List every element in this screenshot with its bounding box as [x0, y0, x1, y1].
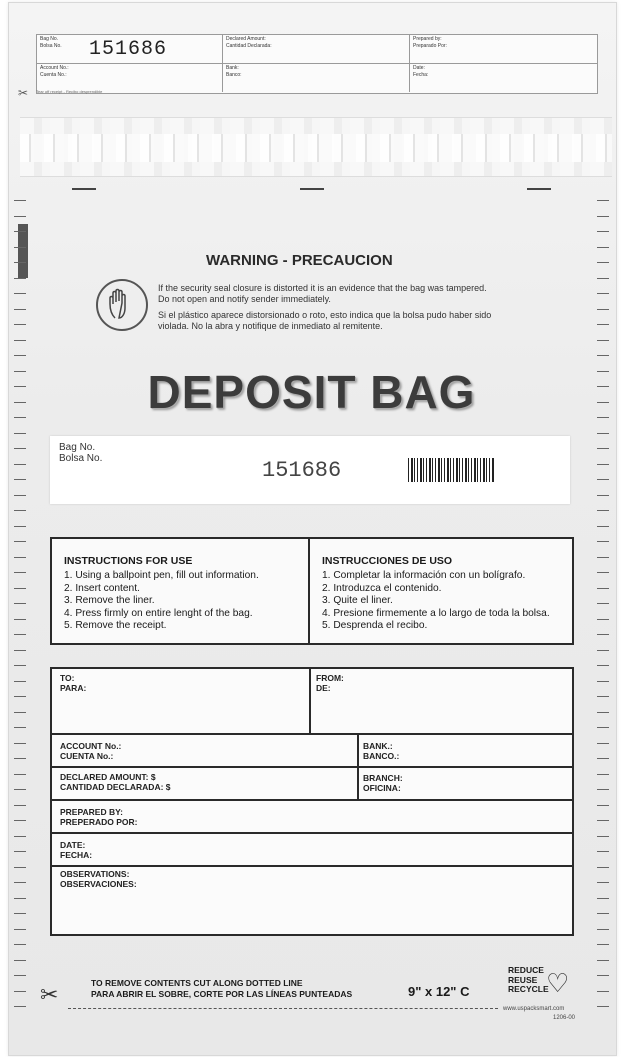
tear-off-receipt: [36, 34, 598, 94]
observaciones-label: OBSERVACIONES:: [60, 879, 137, 889]
perforation-tick: [14, 820, 26, 821]
perforation-tick: [14, 293, 26, 294]
perforation-tick: [597, 510, 609, 511]
perforation-tick: [597, 634, 609, 635]
perforation-tick: [14, 557, 26, 558]
perforation-tick: [14, 665, 26, 666]
perforation-tick: [597, 665, 609, 666]
warning-line-4: violada. No la abra y notifique de inmediato al remitente.: [158, 321, 383, 331]
cut-mark: [72, 188, 96, 190]
perforation-tick: [597, 309, 609, 310]
perforation-tick: [597, 774, 609, 775]
bag-number-label: [50, 436, 570, 504]
perforation-tick: [597, 898, 609, 899]
instruction-en-step: 3. Remove the liner.: [64, 595, 155, 606]
from-label: FROM:: [316, 673, 344, 683]
perforation-tick: [14, 619, 26, 620]
perforation-tick: [597, 448, 609, 449]
instructions-spanish: [310, 539, 572, 643]
instruction-es-step: 1. Completar la información con un bolígrafo.: [322, 570, 526, 581]
perforation-tick: [597, 200, 609, 201]
receipt-prepared-label: Prepared by:: [413, 36, 442, 42]
perforation-tick: [597, 557, 609, 558]
perforation-tick: [14, 898, 26, 899]
perforation-tick: [14, 355, 26, 356]
perforation-tick: [597, 619, 609, 620]
cut-instruction-es: PARA ABRIR EL SOBRE, CORTE POR LAS LÍNEAS PUNTEADAS: [91, 989, 353, 999]
perforation-tick: [597, 1006, 609, 1007]
website: www.uspacksmart.com: [503, 1006, 565, 1012]
perforation-tick: [14, 340, 26, 341]
perforation-tick: [597, 805, 609, 806]
recycle-word: RECYCLE: [508, 984, 549, 994]
instruction-en-step: 5. Remove the receipt.: [64, 620, 167, 631]
right-perforation-ticks: [597, 200, 613, 1030]
warning-line-2: Do not open and notify sender immediately.: [158, 294, 331, 304]
perforation-tick: [14, 975, 26, 976]
perforation-tick: [14, 991, 26, 992]
cantidad-declarada-label: CANTIDAD DECLARADA: $: [60, 782, 171, 792]
perforation-tick: [14, 789, 26, 790]
warning-line-3: Si el plástico aparece distorsionado o roto, esto indica que la bolsa pudo haber sido: [158, 310, 492, 320]
instruction-es-step: 4. Presione firmemente a lo largo de toda la bolsa.: [322, 607, 550, 619]
perforation-tick: [597, 262, 609, 263]
perforation-tick: [14, 262, 26, 263]
receipt-cantidad-label: Cantidad Declarada:: [226, 43, 272, 49]
perforation-tick: [14, 712, 26, 713]
perforation-tick: [14, 882, 26, 883]
para-label: PARA:: [60, 683, 87, 693]
heart-recycle-icon: ♡: [546, 968, 570, 998]
de-label: DE:: [316, 683, 331, 693]
perforation-tick: [14, 1006, 26, 1007]
perforation-tick: [14, 944, 26, 945]
perforation-tick: [597, 231, 609, 232]
receipt-date-label: Date:: [413, 65, 425, 71]
barcode: [408, 458, 494, 482]
receipt-bolsa-no-label: Bolsa No.: [40, 43, 62, 49]
perforation-tick: [597, 882, 609, 883]
perforation-tick: [14, 324, 26, 325]
perforation-tick: [597, 541, 609, 542]
form-divider: [357, 733, 359, 799]
perforation-tick: [14, 526, 26, 527]
perforation-tick: [14, 510, 26, 511]
label-bolsa-no: Bolsa No.: [59, 453, 103, 464]
perforation-tick: [597, 603, 609, 604]
perforation-tick: [14, 216, 26, 217]
perforation-tick: [597, 324, 609, 325]
perforation-tick: [597, 975, 609, 976]
receipt-banco-label: Banco:: [226, 72, 242, 78]
perforation-tick: [14, 913, 26, 914]
form-divider: [52, 832, 572, 834]
receipt-bag-number: 151686: [89, 38, 168, 61]
account-label: ACCOUNT No.:: [60, 741, 122, 751]
dotted-cut-line: [68, 1008, 498, 1009]
date-label: DATE:: [60, 840, 86, 850]
perforation-tick: [597, 743, 609, 744]
warning-title: WARNING - PRECAUCION: [206, 252, 393, 269]
perforation-tick: [597, 278, 609, 279]
cut-mark: [300, 188, 324, 190]
receipt-fecha-label: Fecha:: [413, 72, 429, 78]
instructions-box: [50, 537, 574, 645]
oficina-label: OFICINA:: [363, 783, 401, 793]
perforation-tick: [597, 727, 609, 728]
perforation-tick: [597, 929, 609, 930]
perforation-tick: [14, 541, 26, 542]
perforation-tick: [14, 696, 26, 697]
form-divider: [52, 865, 572, 867]
perforation-tick: [14, 758, 26, 759]
instruction-en-step: 1. Using a ballpoint pen, fill out information.: [64, 570, 259, 581]
perforation-tick: [597, 495, 609, 496]
perforation-tick: [597, 247, 609, 248]
perforation-tick: [597, 293, 609, 294]
perforation-tick: [14, 433, 26, 434]
instruction-en-step: 2. Insert content.: [64, 582, 140, 594]
perforation-tick: [597, 433, 609, 434]
observations-label: OBSERVATIONS:: [60, 869, 130, 879]
perforation-tick: [597, 572, 609, 573]
perforation-tick: [597, 526, 609, 527]
perforation-tick: [14, 479, 26, 480]
form-divider: [52, 766, 572, 768]
perforation-tick: [14, 278, 26, 279]
receipt-bank-label: Bank:: [226, 65, 239, 71]
banco-label: BANCO.:: [363, 751, 400, 761]
perforation-tick: [14, 588, 26, 589]
receipt-bag-no-label: Bag No.: [40, 36, 59, 42]
receipt-preparado-label: Preparado Por:: [413, 43, 447, 49]
receipt-cuenta-label: Cuenta No.:: [40, 72, 67, 78]
perforation-tick: [14, 464, 26, 465]
cut-instruction-en: TO REMOVE CONTENTS CUT ALONG DOTTED LINE: [91, 978, 303, 988]
warning-line-1: If the security seal closure is distorted it is an evidence that the bag was tampered.: [158, 283, 487, 293]
fecha-label: FECHA:: [60, 850, 93, 860]
form-divider: [309, 669, 311, 733]
label-bag-no: Bag No.: [59, 442, 96, 453]
declared-amount-label: DECLARED AMOUNT: $: [60, 772, 156, 782]
perforation-tick: [597, 851, 609, 852]
reuse-text: REUSE: [508, 974, 538, 985]
perforation-tick: [14, 836, 26, 837]
perforation-tick: [597, 913, 609, 914]
perforation-tick: [597, 355, 609, 356]
perforation-tick: [597, 681, 609, 682]
receipt-disposable-note: Tear off receipt - Recibo desprendible: [36, 89, 103, 94]
perforation-tick: [597, 991, 609, 992]
receipt-account-label: Account No.:: [40, 65, 69, 71]
perforation-tick: [597, 340, 609, 341]
perforation-tick: [14, 727, 26, 728]
receipt-declared-label: Declared Amount:: [226, 36, 266, 42]
adhesive-strip: [20, 134, 612, 162]
perforation-tick: [597, 588, 609, 589]
perforation-tick: [14, 851, 26, 852]
perforation-tick: [14, 805, 26, 806]
instruction-es-step: 2. Introduzca el contenido.: [322, 582, 442, 594]
instructions-en-title: INSTRUCTIONS FOR USE: [64, 555, 193, 567]
reduce-text: REDUCE: [508, 965, 544, 975]
bank-label: BANK.:: [363, 741, 393, 751]
cuenta-label: CUENTA No.:: [60, 751, 114, 761]
perforation-tick: [14, 309, 26, 310]
perforation-tick: [597, 696, 609, 697]
instruction-es-step: 3. Quite el liner.: [322, 595, 393, 606]
bag-size: 9" x 12" C: [408, 984, 470, 999]
instructions-es-title: INSTRUCCIONES DE USO: [322, 555, 453, 567]
hand-stop-icon: [96, 279, 148, 331]
perforation-tick: [597, 836, 609, 837]
branch-label: BRANCH:: [363, 773, 403, 783]
perforation-tick: [14, 960, 26, 961]
perforation-tick: [14, 774, 26, 775]
perforation-tick: [14, 495, 26, 496]
perforation-tick: [14, 867, 26, 868]
recycle-text: [508, 966, 549, 995]
instruction-en-step: 4. Press firmly on entire lenght of the bag.: [64, 607, 253, 619]
perforation-tick: [597, 650, 609, 651]
perforation-tick: [597, 216, 609, 217]
instruction-es-step: 5. Desprenda el recibo.: [322, 620, 428, 631]
perforation-tick: [597, 464, 609, 465]
perforation-tick: [14, 603, 26, 604]
perforation-tick: [14, 743, 26, 744]
perforation-tick: [14, 200, 26, 201]
to-label: TO:: [60, 673, 75, 683]
scissors-icon: ✂: [18, 86, 29, 100]
perforation-tick: [14, 634, 26, 635]
perforation-tick: [14, 247, 26, 248]
perforation-tick: [14, 448, 26, 449]
perforation-tick: [597, 820, 609, 821]
perforation-tick: [597, 944, 609, 945]
perforation-tick: [14, 681, 26, 682]
perforation-tick: [597, 758, 609, 759]
perforation-tick: [597, 479, 609, 480]
deposit-form: [50, 667, 574, 936]
perforation-tick: [597, 960, 609, 961]
perforation-tick: [14, 929, 26, 930]
scissors-icon: ✂: [40, 982, 59, 1007]
cut-mark: [527, 188, 551, 190]
perforation-tick: [14, 572, 26, 573]
label-bag-number: 151686: [262, 458, 342, 483]
form-divider: [52, 799, 572, 801]
perforation-tick: [597, 712, 609, 713]
product-code: 1206-00: [553, 1015, 576, 1021]
prepared-by-label: PREPARED BY:: [60, 807, 123, 817]
instructions-english: [52, 539, 310, 643]
left-perforation-ticks: [14, 200, 30, 1030]
perforation-tick: [14, 231, 26, 232]
preparado-por-label: PREPERADO POR:: [60, 817, 138, 827]
bag-title: DEPOSIT BAG: [147, 366, 476, 418]
perforation-tick: [597, 867, 609, 868]
perforation-tick: [14, 650, 26, 651]
perforation-tick: [597, 789, 609, 790]
form-divider: [52, 733, 572, 735]
